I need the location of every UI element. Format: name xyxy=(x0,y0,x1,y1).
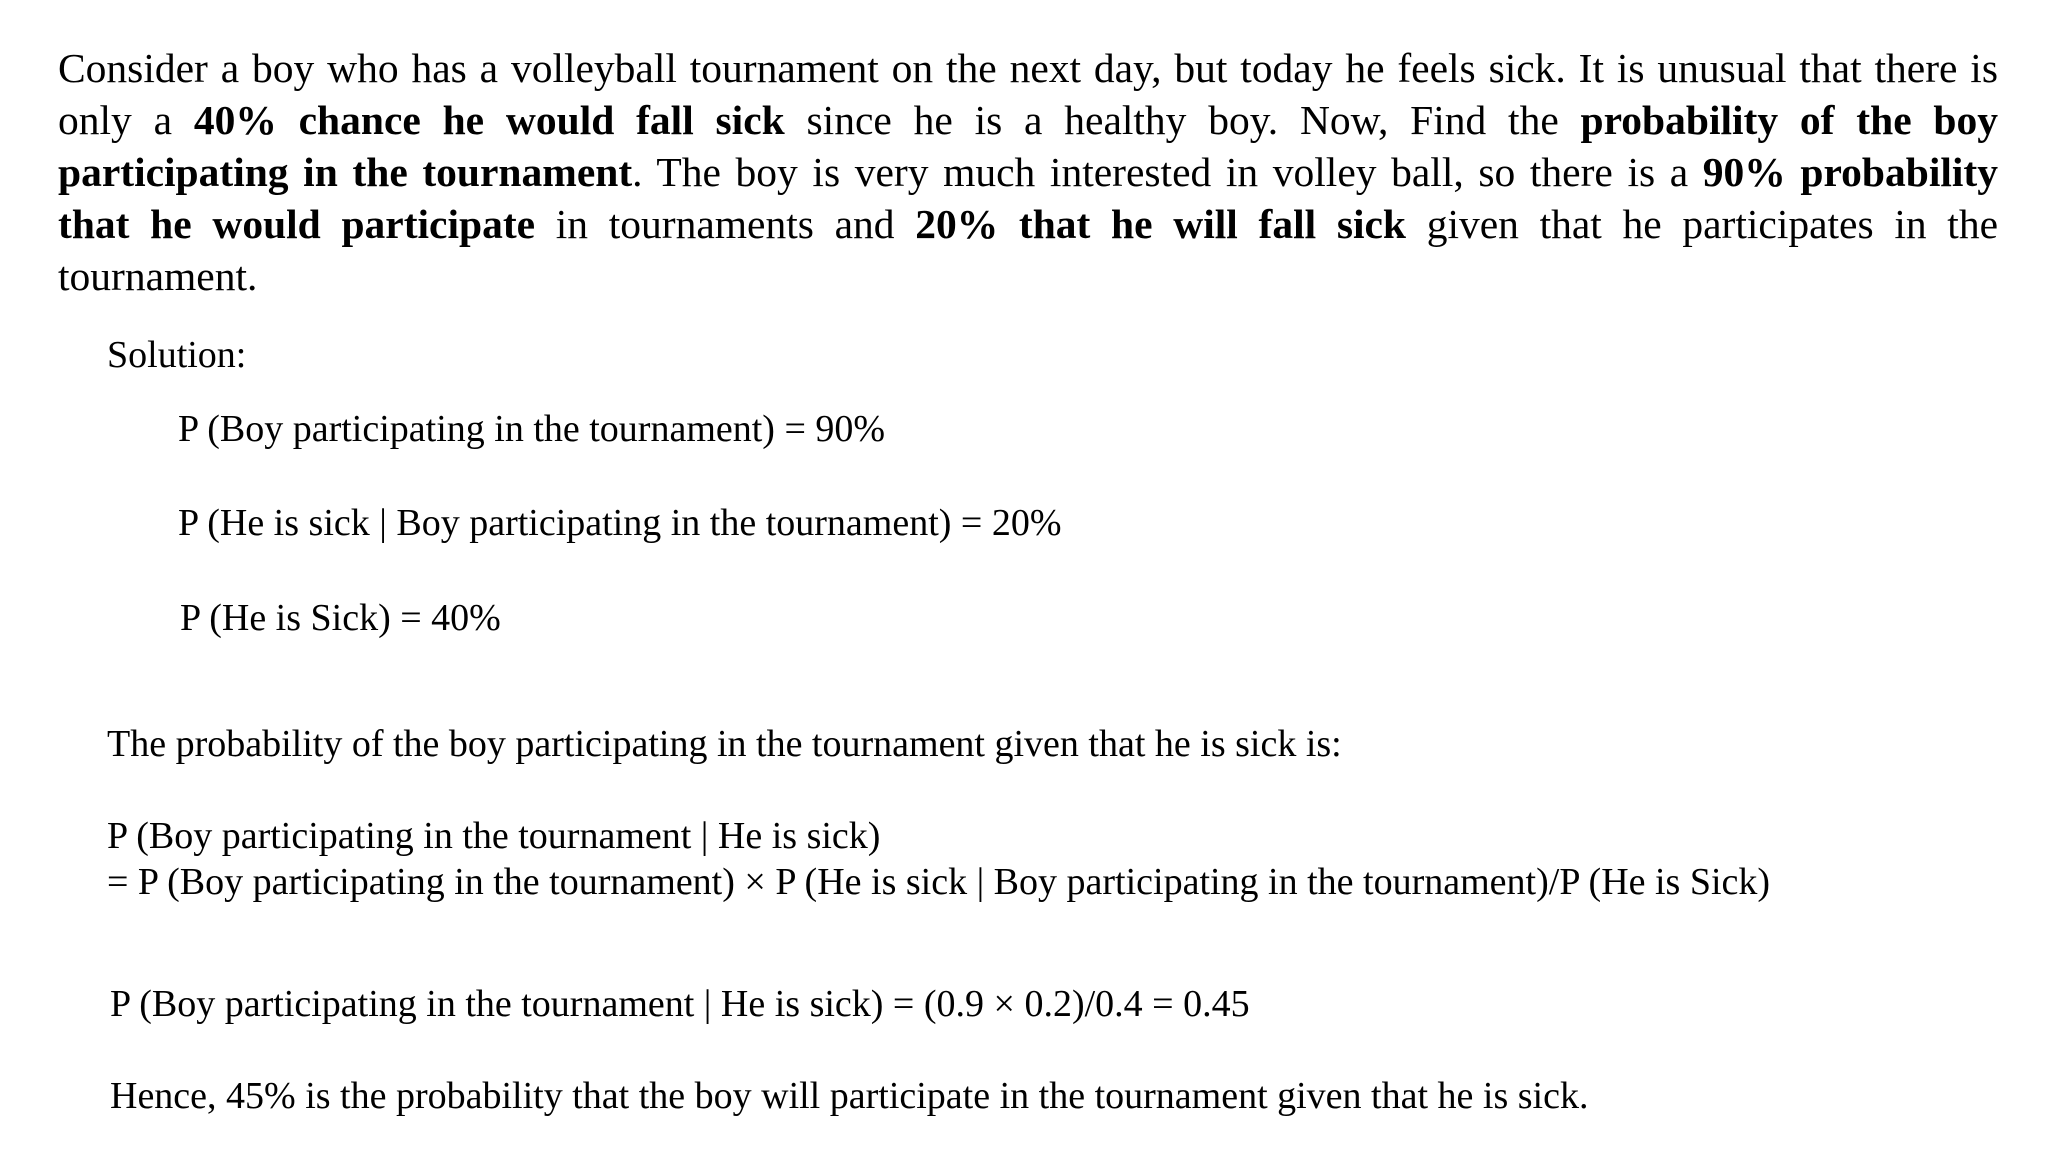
problem-text-4: in tournaments and xyxy=(535,201,916,247)
problem-highlight-question: probability of the boy participating in the tournament xyxy=(58,97,1998,195)
conclusion: Hence, 45% is the probability that the boy will participate in the tournament given that he is sick. xyxy=(110,1075,1589,1117)
problem-highlight-participate-chance: 90% probability that he would participate xyxy=(58,149,1998,247)
given-sick: P (He is Sick) = 40% xyxy=(180,597,501,639)
computation: P (Boy participating in the tournament | He is sick) = (0.9 × 0.2)/0.4 = 0.45 xyxy=(110,983,1250,1025)
problem-highlight-sick-chance: 40% chance he would fall sick xyxy=(193,97,785,143)
given-sick-given-participation: P (He is sick | Boy participating in the tournament) = 20% xyxy=(178,502,1062,544)
bayes-formula-rhs: = P (Boy participating in the tournament) × P (He is sick | Boy participating in the tournament)/P (He is Sick) xyxy=(107,861,1771,903)
solution-intro: The probability of the boy participating in the tournament given that he is sick is: xyxy=(107,723,1342,765)
problem-text-5: given that he participates in the tournament. xyxy=(58,201,1998,299)
solution-heading: Solution: xyxy=(107,334,247,376)
problem-text-1: Consider a boy who has a volleyball tournament on the next day, but today he feels sick. It is unusual that there is only a xyxy=(58,45,1998,143)
problem-text-2: since he is a healthy boy. Now, Find the xyxy=(784,97,1581,143)
problem-text-3: . The boy is very much interested in volley ball, so there is a xyxy=(632,149,1703,195)
problem-statement xyxy=(58,42,1998,302)
given-participation: P (Boy participating in the tournament) = 90% xyxy=(178,408,886,450)
problem-highlight-conditional: 20% that he will fall sick xyxy=(915,201,1406,247)
bayes-formula-lhs: P (Boy participating in the tournament | He is sick) xyxy=(107,815,881,857)
